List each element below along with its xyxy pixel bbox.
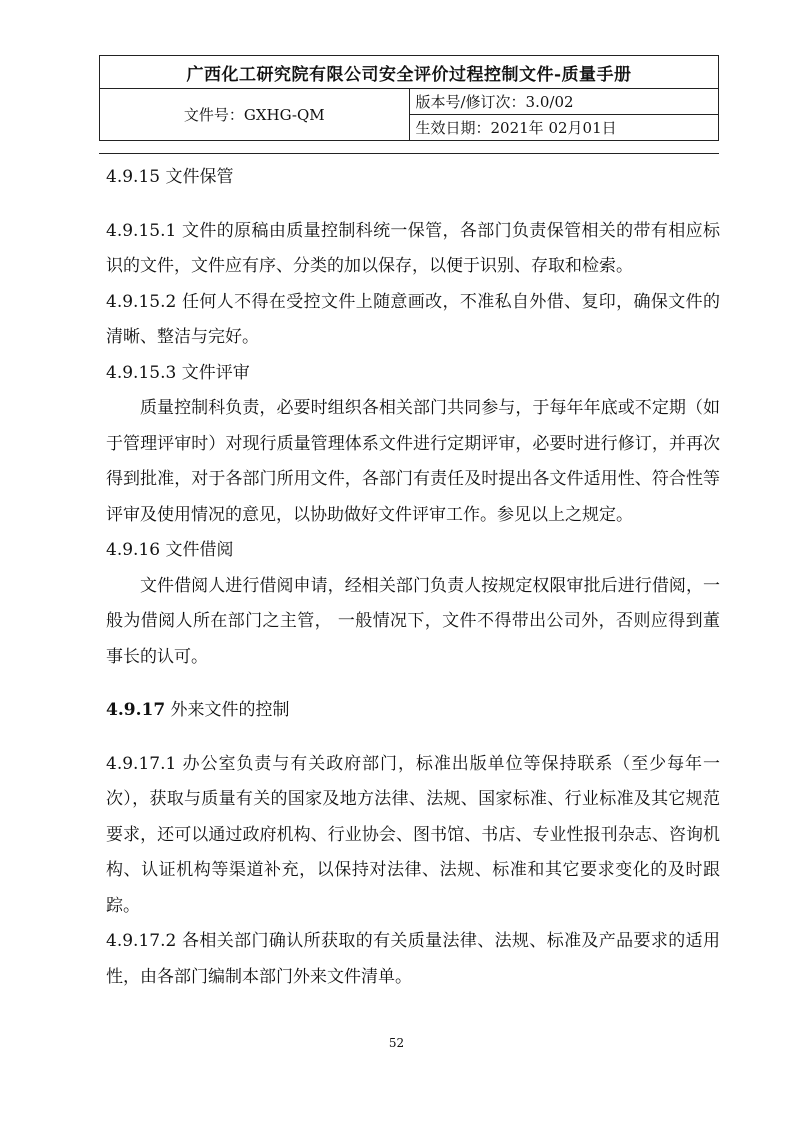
document-header-table <box>99 55 719 141</box>
section-heading-4-9-15: 4.9.15 文件保管 <box>106 167 234 187</box>
paragraph-4-9-15-1: 4.9.15.1 文件的原稿由质量控制科统一保管，各部门负责保管相关的带有相应标识的文件，文件应有序、分类的加以保存，以便于识别、存取和检索。 <box>106 220 720 276</box>
section-heading-4-9-16: 4.9.16 文件借阅 <box>106 540 234 560</box>
section-heading-4-9-15-3: 4.9.15.3 文件评审 <box>106 362 250 383</box>
paragraph-4-9-15-2: 4.9.15.2 任何人不得在受控文件上随意画改，不准私自外借、复印，确保文件的清晰、整洁与完好。 <box>106 291 720 347</box>
document-number: 文件号：GXHG-QM <box>100 89 410 141</box>
section-number-4-9-17: 4.9.17 <box>106 700 166 720</box>
effective-date: 生效日期：2021年 02月01日 <box>409 115 719 141</box>
page-number: 52 <box>388 1036 405 1050</box>
paragraph-4-9-17-2: 4.9.17.2 各相关部门确认所获取的有关质量法律、法规、标准及产品要求的适用性，由各部门编制本部门外来文件清单。 <box>106 931 720 987</box>
section-title-4-9-17: 外来文件的控制 <box>165 700 290 720</box>
version-info: 版本号/修订次：3.0/02 <box>409 89 719 115</box>
paragraph-4-9-16-body: 文件借阅人进行借阅申请，经相关部门负责人按规定权限审批后进行借阅，一般为借阅人所在部门之主管， 一般情况下，文件不得带出公司外，否则应得到董事长的认可。 <box>106 575 720 667</box>
header-divider <box>99 153 719 154</box>
paragraph-4-9-17-1: 4.9.17.1 办公室负责与有关政府部门，标准出版单位等保持联系（至少每年一次），获取与质量有关的国家及地方法律、法规、国家标准、行业标准及其它规范要求，还可以通过政府机构、行业协会、图书馆、书店、专业性报刊杂志、咨询机构、认证机构等渠道补充，以保持对法律、法规、标准和其它要求变化的及时跟踪。 <box>106 753 720 916</box>
document-body <box>106 160 720 995</box>
section-heading-4-9-17 <box>106 693 720 729</box>
paragraph-4-9-15-3-body: 质量控制科负责，必要时组织各相关部门共同参与，于每年年底或不定期（如于管理评审时）对现行质量管理体系文件进行定期评审，必要时进行修订，并再次得到批准，对于各部门所用文件，各部门有责任及时提出各文件适用性、符合性等评审及使用情况的意见，以协助做好文件评审工作。参见以上之规定。 <box>106 398 720 525</box>
document-title: 广西化工研究院有限公司安全评价过程控制文件-质量手册 <box>100 56 719 89</box>
